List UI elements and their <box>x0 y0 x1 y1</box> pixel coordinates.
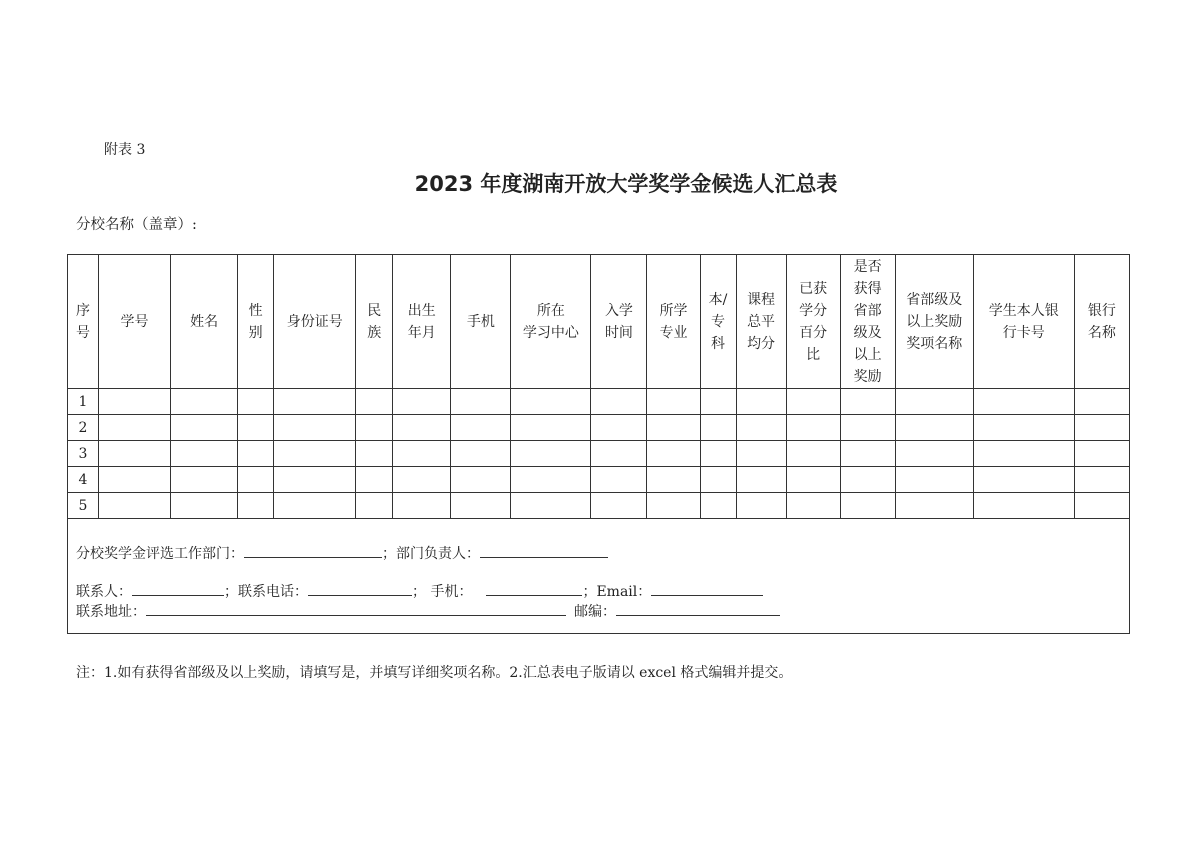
column-header: 所在 学习中心 <box>511 255 591 389</box>
postcode-label: 邮编： <box>574 604 616 620</box>
contact-info-cell <box>68 519 1130 634</box>
table-cell[interactable] <box>451 389 511 415</box>
table-cell[interactable] <box>736 467 786 493</box>
column-header: 省部级及 以上奖励 奖项名称 <box>895 255 973 389</box>
table-cell[interactable] <box>700 493 736 519</box>
column-header: 课程 总平 均分 <box>736 255 786 389</box>
table-cell[interactable] <box>736 493 786 519</box>
table-cell[interactable] <box>895 441 973 467</box>
table-cell[interactable] <box>171 389 238 415</box>
table-cell[interactable] <box>786 493 840 519</box>
table-cell[interactable] <box>99 389 171 415</box>
candidate-summary-table <box>67 254 1130 634</box>
table-cell[interactable] <box>647 415 700 441</box>
table-cell[interactable] <box>451 493 511 519</box>
table-cell[interactable] <box>511 415 591 441</box>
contact-field[interactable] <box>132 581 224 596</box>
table-cell[interactable] <box>393 441 451 467</box>
column-header: 本/ 专 科 <box>700 255 736 389</box>
table-cell[interactable] <box>451 441 511 467</box>
column-header: 已获 学分 百分 比 <box>786 255 840 389</box>
column-header: 姓名 <box>171 255 238 389</box>
table-cell[interactable] <box>591 441 647 467</box>
table-cell[interactable] <box>973 415 1074 441</box>
dept-head-label: ；部门负责人： <box>382 546 480 562</box>
column-header: 银行 名称 <box>1074 255 1129 389</box>
table-cell[interactable] <box>786 415 840 441</box>
table-cell[interactable] <box>700 389 736 415</box>
column-header: 身份证号 <box>274 255 356 389</box>
table-cell[interactable] <box>895 389 973 415</box>
dept-line <box>76 543 608 565</box>
table-cell[interactable] <box>973 493 1074 519</box>
table-cell[interactable] <box>840 467 895 493</box>
table-cell[interactable] <box>895 467 973 493</box>
postcode-field[interactable] <box>616 601 780 616</box>
table-cell[interactable] <box>238 441 274 467</box>
table-cell[interactable] <box>1074 441 1129 467</box>
table-cell[interactable] <box>171 467 238 493</box>
table-cell[interactable] <box>274 493 356 519</box>
table-cell[interactable] <box>393 493 451 519</box>
table-cell[interactable] <box>393 415 451 441</box>
column-header: 学生本人银 行卡号 <box>973 255 1074 389</box>
table-cell[interactable] <box>356 467 393 493</box>
table-cell[interactable] <box>451 415 511 441</box>
table-cell[interactable] <box>786 389 840 415</box>
table-cell[interactable] <box>511 467 591 493</box>
dept-label: 分校奖学金评选工作部门： <box>76 546 244 562</box>
table-row <box>68 441 1130 467</box>
table-cell[interactable] <box>171 493 238 519</box>
table-cell[interactable] <box>393 389 451 415</box>
table-cell[interactable] <box>840 389 895 415</box>
phone-label: ；联系电话： <box>224 584 308 600</box>
table-cell[interactable] <box>840 493 895 519</box>
table-cell[interactable] <box>786 467 840 493</box>
table-cell[interactable] <box>973 467 1074 493</box>
table-cell[interactable] <box>274 441 356 467</box>
table-cell[interactable] <box>274 467 356 493</box>
row-number: 5 <box>68 493 99 519</box>
phone-field[interactable] <box>308 581 412 596</box>
table-cell[interactable] <box>591 493 647 519</box>
table-row <box>68 415 1130 441</box>
attachment-label: 附表 3 <box>104 142 146 158</box>
table-cell[interactable] <box>895 415 973 441</box>
branch-name-label: 分校名称（盖章）: <box>76 217 197 233</box>
table-cell[interactable] <box>511 389 591 415</box>
table-cell[interactable] <box>700 441 736 467</box>
address-line <box>76 601 780 623</box>
footnote: 注：1.如有获得省部级及以上奖励，请填写是，并填写详细奖项名称。2.汇总表电子版请以 excel 格式编辑并提交。 <box>76 665 793 681</box>
mobile-field[interactable] <box>486 581 582 596</box>
table-row <box>68 467 1130 493</box>
contact-line <box>76 581 763 603</box>
email-field[interactable] <box>651 581 763 596</box>
table-cell[interactable] <box>451 467 511 493</box>
table-cell[interactable] <box>786 441 840 467</box>
document-title: 2023 年度湖南开放大学奖学金候选人汇总表 <box>414 172 838 196</box>
table-cell[interactable] <box>591 415 647 441</box>
column-header: 出生 年月 <box>393 255 451 389</box>
table-cell[interactable] <box>393 467 451 493</box>
row-number: 3 <box>68 441 99 467</box>
column-header: 民 族 <box>356 255 393 389</box>
column-header: 所学 专业 <box>647 255 700 389</box>
table-cell[interactable] <box>973 441 1074 467</box>
table-cell[interactable] <box>511 441 591 467</box>
table-cell[interactable] <box>700 467 736 493</box>
table-header-row <box>68 255 1130 389</box>
table-cell[interactable] <box>99 467 171 493</box>
table-cell[interactable] <box>591 467 647 493</box>
row-number: 2 <box>68 415 99 441</box>
table-cell[interactable] <box>700 415 736 441</box>
dept-head-field[interactable] <box>480 543 608 558</box>
row-number: 4 <box>68 467 99 493</box>
table-cell[interactable] <box>238 467 274 493</box>
table-cell[interactable] <box>356 441 393 467</box>
table-cell[interactable] <box>840 415 895 441</box>
table-cell[interactable] <box>736 441 786 467</box>
table-cell[interactable] <box>1074 415 1129 441</box>
table-cell[interactable] <box>511 493 591 519</box>
table-cell[interactable] <box>1074 389 1129 415</box>
contact-label: 联系人： <box>76 584 132 600</box>
table-cell[interactable] <box>356 415 393 441</box>
table-cell[interactable] <box>1074 467 1129 493</box>
table-cell[interactable] <box>591 389 647 415</box>
column-header: 学号 <box>99 255 171 389</box>
table-cell[interactable] <box>171 441 238 467</box>
footer-row <box>68 519 1130 634</box>
column-header: 入学 时间 <box>591 255 647 389</box>
dept-field[interactable] <box>244 543 382 558</box>
table-cell[interactable] <box>238 415 274 441</box>
table-cell[interactable] <box>1074 493 1129 519</box>
table-row <box>68 389 1130 415</box>
row-number: 1 <box>68 389 99 415</box>
column-header: 性 别 <box>238 255 274 389</box>
address-field[interactable] <box>146 601 566 616</box>
table-cell[interactable] <box>647 441 700 467</box>
table-cell[interactable] <box>274 415 356 441</box>
table-cell[interactable] <box>647 467 700 493</box>
table-cell[interactable] <box>647 493 700 519</box>
email-label: ；Email： <box>582 584 652 600</box>
table-cell[interactable] <box>973 389 1074 415</box>
table-cell[interactable] <box>647 389 700 415</box>
mobile-label: ； 手机： <box>412 584 473 600</box>
table-cell[interactable] <box>356 493 393 519</box>
address-label: 联系地址： <box>76 604 146 620</box>
table-cell[interactable] <box>238 389 274 415</box>
table-cell[interactable] <box>840 441 895 467</box>
column-header: 是否 获得 省部 级及 以上 奖励 <box>840 255 895 389</box>
table-cell[interactable] <box>736 389 786 415</box>
table-row <box>68 493 1130 519</box>
table-cell[interactable] <box>171 415 238 441</box>
table-cell[interactable] <box>99 441 171 467</box>
table-cell[interactable] <box>356 389 393 415</box>
table-cell[interactable] <box>99 415 171 441</box>
table-cell[interactable] <box>736 415 786 441</box>
table-cell[interactable] <box>274 389 356 415</box>
table-cell[interactable] <box>99 493 171 519</box>
table-cell[interactable] <box>895 493 973 519</box>
column-header: 序 号 <box>68 255 99 389</box>
column-header: 手机 <box>451 255 511 389</box>
table-cell[interactable] <box>238 493 274 519</box>
